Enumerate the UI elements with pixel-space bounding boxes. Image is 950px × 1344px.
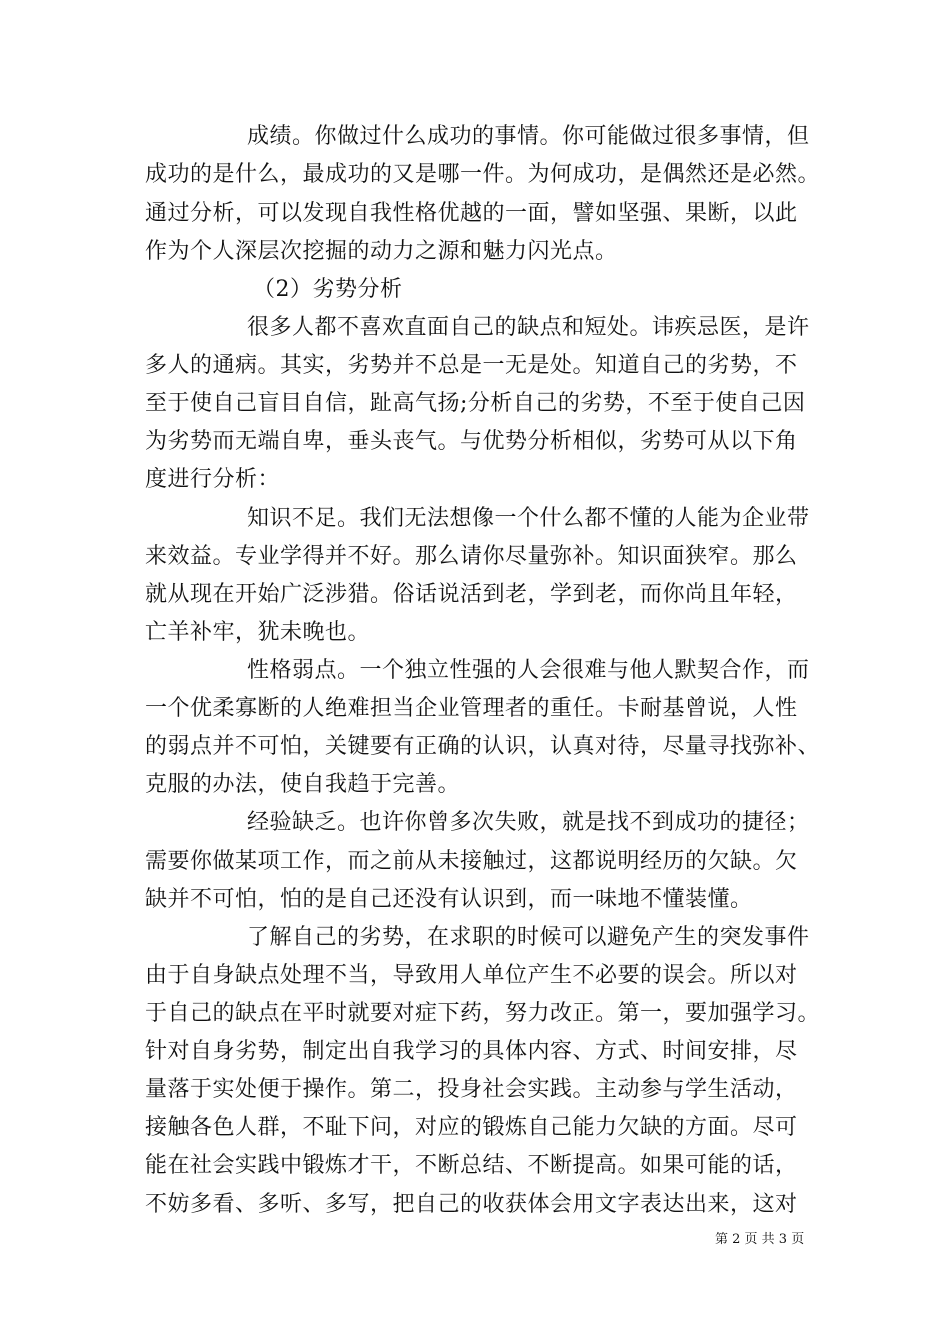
text-line: 就从现在开始广泛涉猎。俗话说活到老，学到老，而你尚且年轻， [145, 582, 798, 607]
text-line: 能在社会实践中锻炼才干，不断总结、不断提高。如果可能的话， [145, 1153, 798, 1178]
text-line: 来效益。专业学得并不好。那么请你尽量弥补。知识面狭窄。那么 [145, 544, 798, 569]
text-line: 知识不足。我们无法想像一个什么都不懂的人能为企业带 [247, 506, 810, 531]
text-line: 经验缺乏。也许你曾多次失败，就是找不到成功的捷径； [247, 810, 810, 835]
text-line: 至于使自己盲目自信，趾高气扬;分析自己的劣势，不至于使自己因 [145, 391, 806, 416]
text-line: 针对自身劣势，制定出自我学习的具体内容、方式、时间安排，尽 [145, 1039, 798, 1064]
text-line: 作为个人深层次挖掘的动力之源和魅力闪光点。 [145, 239, 618, 264]
text-line: 于自己的缺点在平时就要对症下药，努力改正。第一，要加强学习。 [145, 1001, 821, 1026]
text-line: 由于自身缺点处理不当，导致用人单位产生不必要的误会。所以对 [145, 963, 798, 988]
text-line: 度进行分析： [145, 467, 281, 492]
text-line: 量落于实处便于操作。第二，投身社会实践。主动参与学生活动， [145, 1077, 798, 1102]
text-line: 了解自己的劣势，在求职的时候可以避免产生的突发事件 [247, 925, 810, 950]
text-line: 通过分析，可以发现自我性格优越的一面，譬如坚强、果断，以此 [145, 201, 798, 226]
text-line: 需要你做某项工作，而之前从未接触过，这都说明经历的欠缺。欠 [145, 849, 798, 874]
section-heading: （2）劣势分析 [253, 277, 403, 302]
text-line: 接触各色人群，不耻下问，对应的锻炼自己能力欠缺的方面。尽可 [145, 1115, 798, 1140]
text-line: 克服的办法，使自我趋于完善。 [145, 772, 461, 797]
text-line: 亡羊补牢，犹未晚也。 [145, 620, 371, 645]
text-line: 成绩。你做过什么成功的事情。你可能做过很多事情，但 [247, 124, 810, 149]
text-line: 不妨多看、多听、多写，把自己的收获体会用文字表达出来，这对 [145, 1192, 798, 1217]
text-line: 很多人都不喜欢直面自己的缺点和短处。讳疾忌医，是许 [247, 315, 810, 340]
text-line: 一个优柔寡断的人绝难担当企业管理者的重任。卡耐基曾说，人性 [145, 696, 798, 721]
text-line: 成功的是什么，最成功的又是哪一件。为何成功，是偶然还是必然。 [145, 162, 821, 187]
text-line: 为劣势而无端自卑，垂头丧气。与优势分析相似，劣势可从以下角 [145, 429, 798, 454]
text-line: 多人的通病。其实，劣势并不总是一无是处。知道自己的劣势，不 [145, 353, 798, 378]
page-number: 第 2 页 共 3 页 [715, 1232, 805, 1247]
text-line: 缺并不可怕，怕的是自己还没有认识到，而一味地不懂装懂。 [145, 887, 753, 912]
text-line: 性格弱点。一个独立性强的人会很难与他人默契合作，而 [247, 658, 810, 683]
text-line: 的弱点并不可怕，关键要有正确的认识，认真对待，尽量寻找弥补、 [145, 734, 821, 759]
